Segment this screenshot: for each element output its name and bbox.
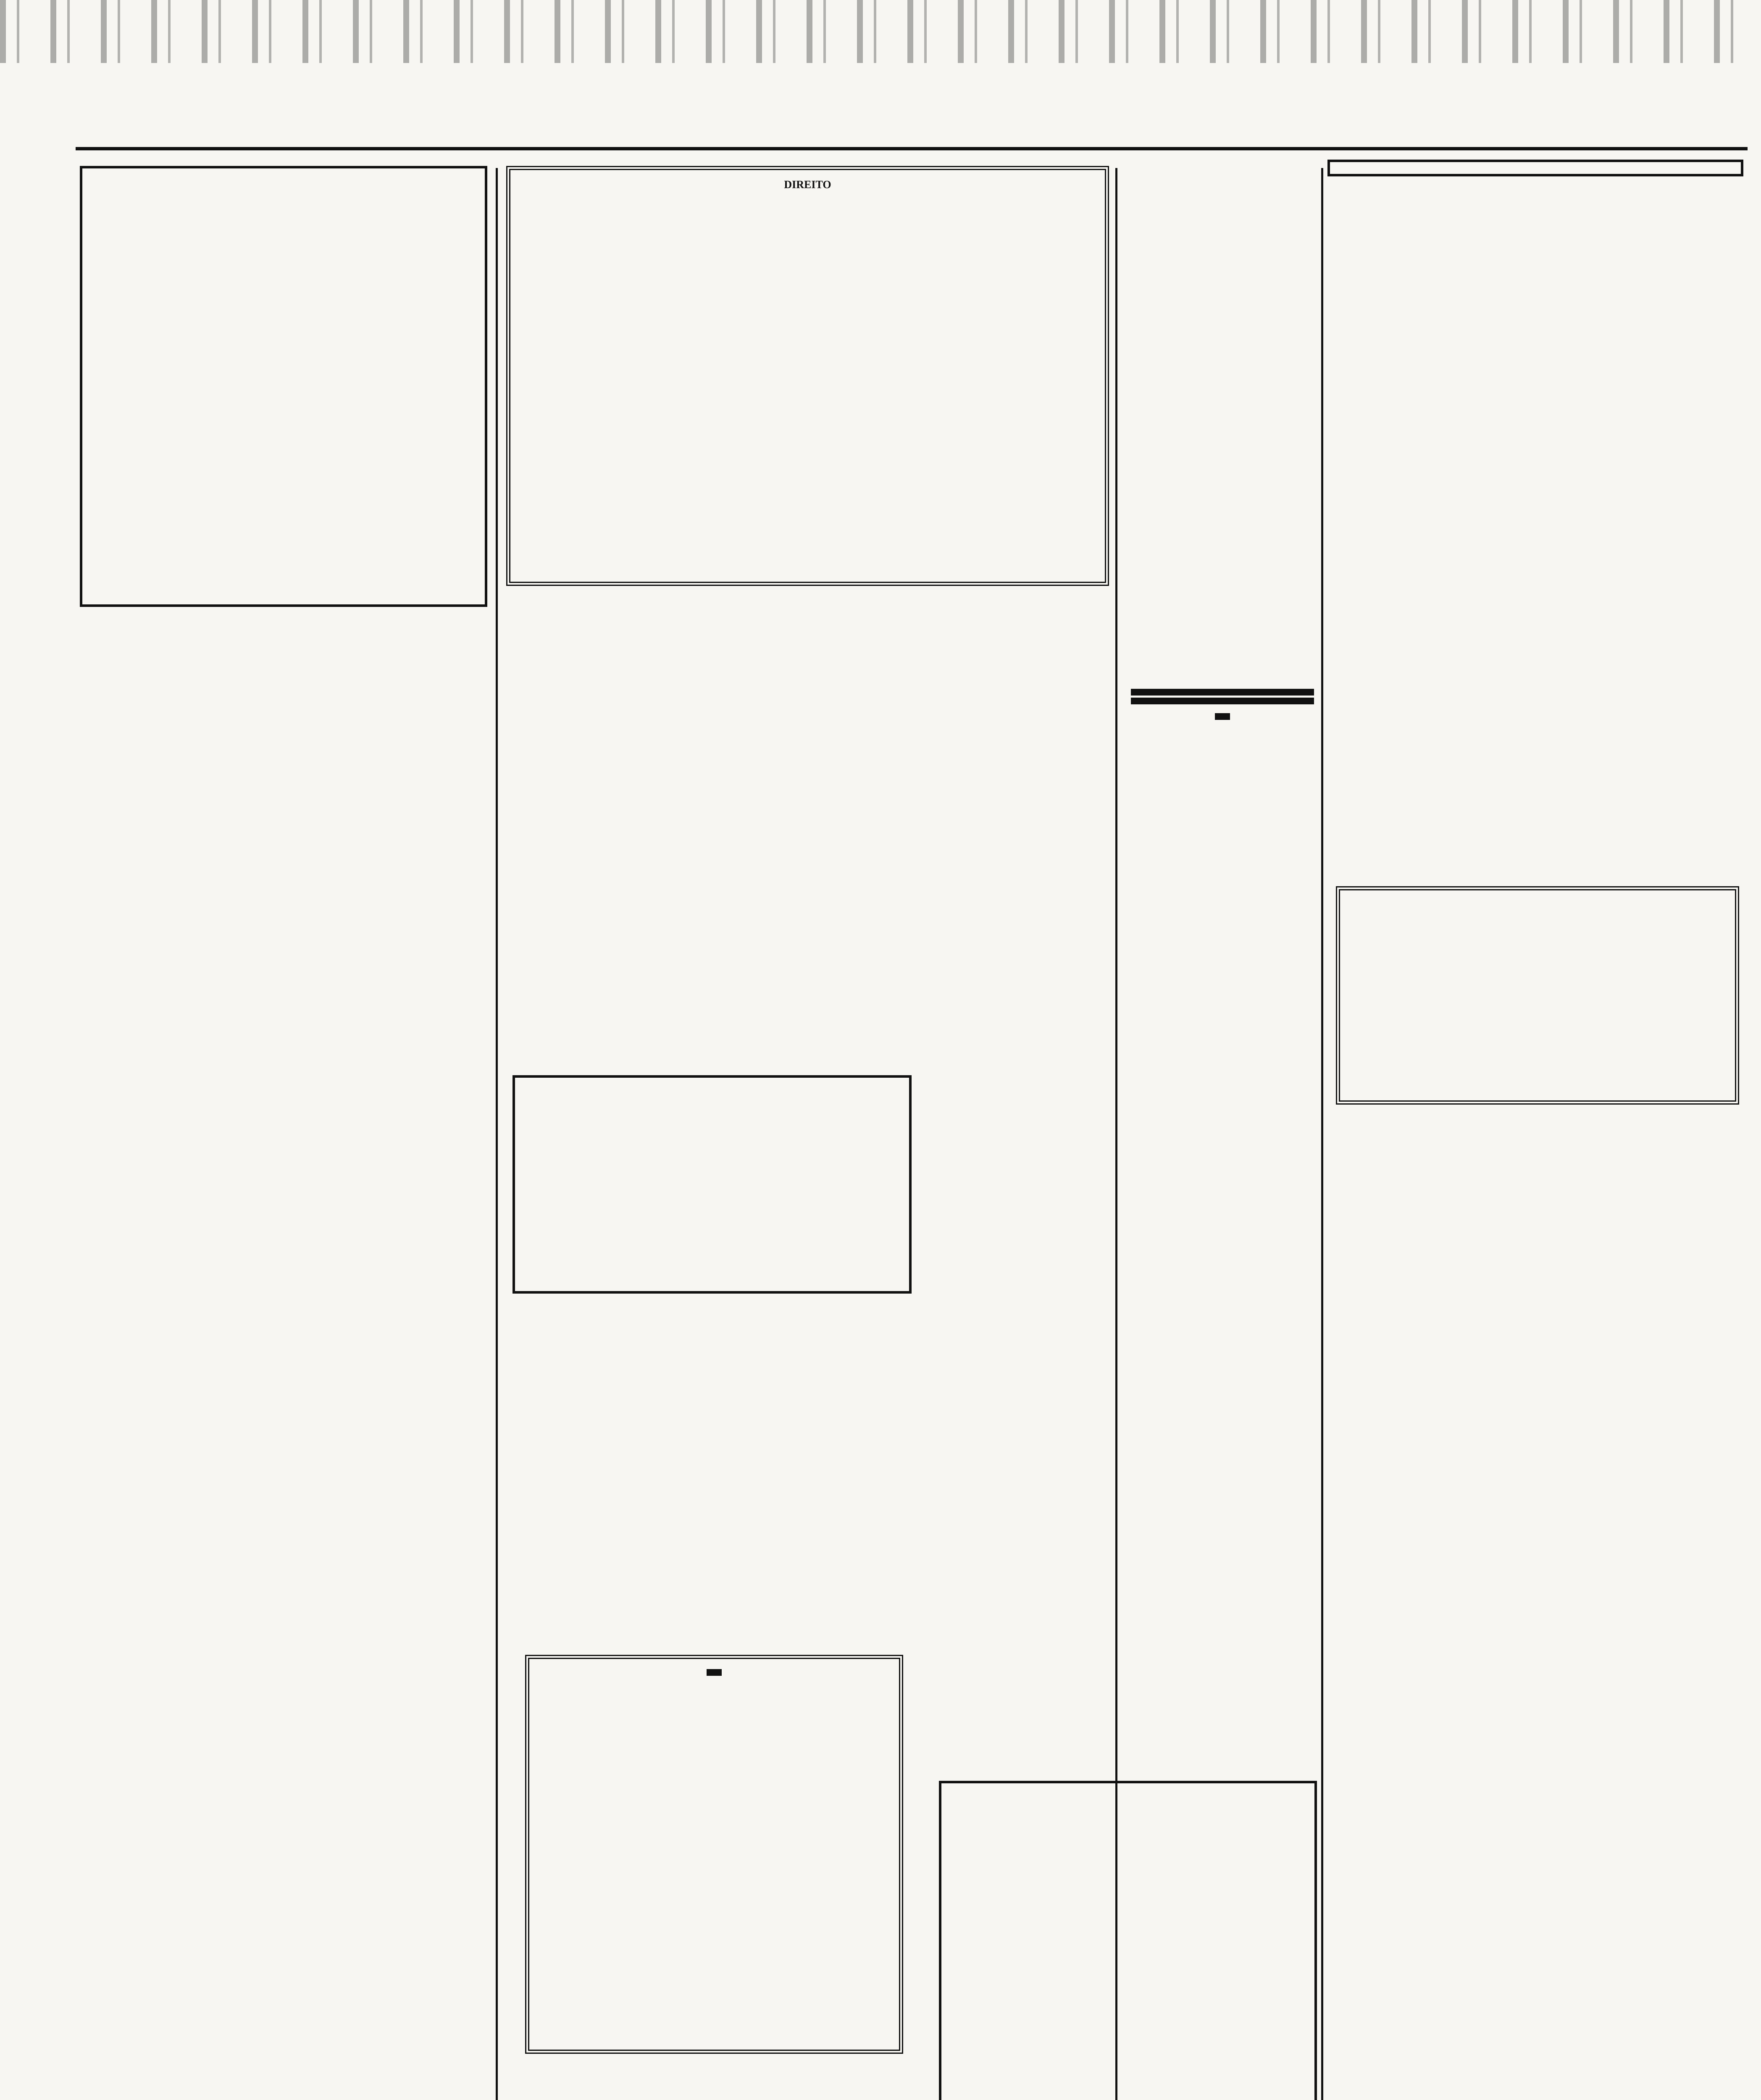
mamona-article [506, 588, 1109, 1071]
col-rule-3 [1321, 168, 1323, 2100]
page-header [76, 126, 1736, 143]
armazem-article [1336, 1134, 1739, 1260]
efemerides-section [1327, 155, 1743, 517]
aniv-col-a [80, 1214, 281, 1667]
eider-obit [521, 2066, 907, 2100]
cartoes-box [513, 1075, 912, 1294]
agua-l1 [1131, 689, 1314, 696]
livros-direito-label: DIREITO [784, 178, 831, 191]
sociedade-section [80, 634, 492, 1214]
aniv-col-b [290, 1214, 492, 1667]
folguedos-title [707, 1669, 722, 1676]
agua-ad [1130, 689, 1315, 882]
efem-credit [1327, 160, 1743, 176]
col-rule-1 [496, 168, 498, 2100]
header-rule [76, 147, 1748, 150]
agua-l3 [1131, 698, 1314, 704]
liturgico-section [1124, 155, 1321, 676]
folguedos-box [525, 1655, 903, 2054]
centro-box [80, 166, 487, 607]
cil-box [939, 1781, 1317, 2100]
derrotado-article [1130, 903, 1315, 1365]
ganhar-article [1130, 1621, 1315, 1772]
maria-obit [80, 1676, 500, 2100]
mamona-col3 [922, 1092, 1107, 1743]
livros-box [506, 166, 1109, 586]
conselho-article [513, 1306, 912, 1625]
scan-noise [0, 0, 1761, 63]
scan-top-band [0, 0, 1761, 139]
pascoa-article [1327, 542, 1743, 869]
agua-l5 [1215, 713, 1230, 720]
fotografos-article [1130, 1382, 1315, 1600]
cafe-box [1336, 886, 1739, 1105]
